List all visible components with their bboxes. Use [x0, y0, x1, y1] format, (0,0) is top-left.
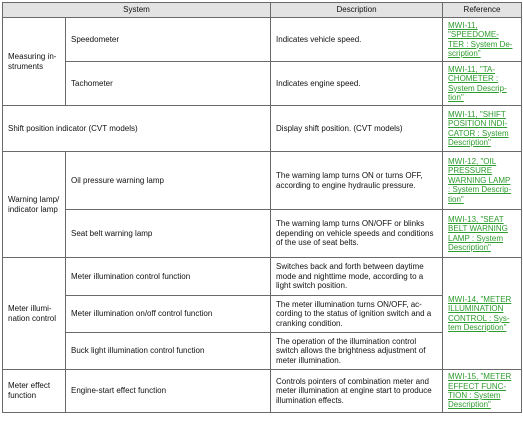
table-row [3, 62, 522, 106]
header-row [3, 3, 522, 18]
row-reference [443, 370, 522, 413]
reference-link[interactable]: MWI-13, "SEAT BELT WARNING LAMP : System Description" [448, 214, 508, 252]
row-description: The meter illumination turns ON/OFF, ac- cording to the status of ignition switch and a cranking condition. [271, 296, 443, 333]
reference-link[interactable]: MWI-12, "OIL PRESSURE WARNING LAMP : System Descrip- tion" [448, 156, 512, 204]
row-description: The warning lamp turns ON or turns OFF, according to engine hydraulic pressure. [271, 152, 443, 210]
row-reference [443, 106, 522, 152]
row-item: Shift position indicator (CVT models) [3, 106, 271, 152]
row-reference [443, 18, 522, 62]
row-item: Engine-start effect function [66, 370, 271, 413]
header-reference: Reference [443, 3, 522, 18]
table-row [3, 106, 522, 152]
row-item: Meter illumination on/off control function [66, 296, 271, 333]
row-description: The warning lamp turns ON/OFF or blinks depending on vehicle speeds and conditions of the use of seat belts. [271, 210, 443, 258]
reference-link[interactable]: MWI-14, "METER ILLUMINATION CONTROL : Sys- tem Description" [448, 294, 512, 332]
table-row [3, 258, 522, 296]
row-reference [443, 152, 522, 210]
reference-link[interactable]: MWI-11, "SPEEDOME- TER : System De- scription" [448, 20, 513, 58]
row-description: The operation of the illumination control switch allows the brightness adjustment of meter illumination. [271, 333, 443, 370]
header-description: Description [271, 3, 443, 18]
header-system: System [3, 3, 271, 18]
row-description: Indicates vehicle speed. [271, 18, 443, 62]
table-row [3, 370, 522, 413]
table-row [3, 152, 522, 210]
row-item: Seat belt warning lamp [66, 210, 271, 258]
row-item: Speedometer [66, 18, 271, 62]
group-measuring: Measuring in- struments [3, 18, 66, 106]
reference-link[interactable]: MWI-11, "SHIFT POSITION INDI- CATOR : System Description" [448, 109, 509, 147]
row-item: Buck light illumination control function [66, 333, 271, 370]
row-reference [443, 258, 522, 370]
group-warning: Warning lamp/ indicator lamp [3, 152, 66, 258]
row-description: Controls pointers of combination meter and meter illumination at engine start to produce illumination effects. [271, 370, 443, 413]
reference-link[interactable]: MWI-15, "METER EFFECT FUNC- TION : System Description" [448, 372, 512, 410]
reference-link[interactable]: MWI-11, "TA- CHOMETER : System Descrip- tion" [448, 64, 507, 102]
group-meter-effect: Meter effect function [3, 370, 66, 413]
row-item: Tachometer [66, 62, 271, 106]
table-row [3, 210, 522, 258]
row-description: Display shift position. (CVT models) [271, 106, 443, 152]
table-row [3, 18, 522, 62]
group-meter-illumination: Meter illumi- nation control [3, 258, 66, 370]
row-item: Oil pressure warning lamp [66, 152, 271, 210]
row-item: Meter illumination control function [66, 258, 271, 296]
row-description: Indicates engine speed. [271, 62, 443, 106]
system-description-table [2, 2, 522, 413]
row-reference [443, 210, 522, 258]
row-reference [443, 62, 522, 106]
row-description: Switches back and forth between daytime mode and nighttime mode, according to a light switch position. [271, 258, 443, 296]
